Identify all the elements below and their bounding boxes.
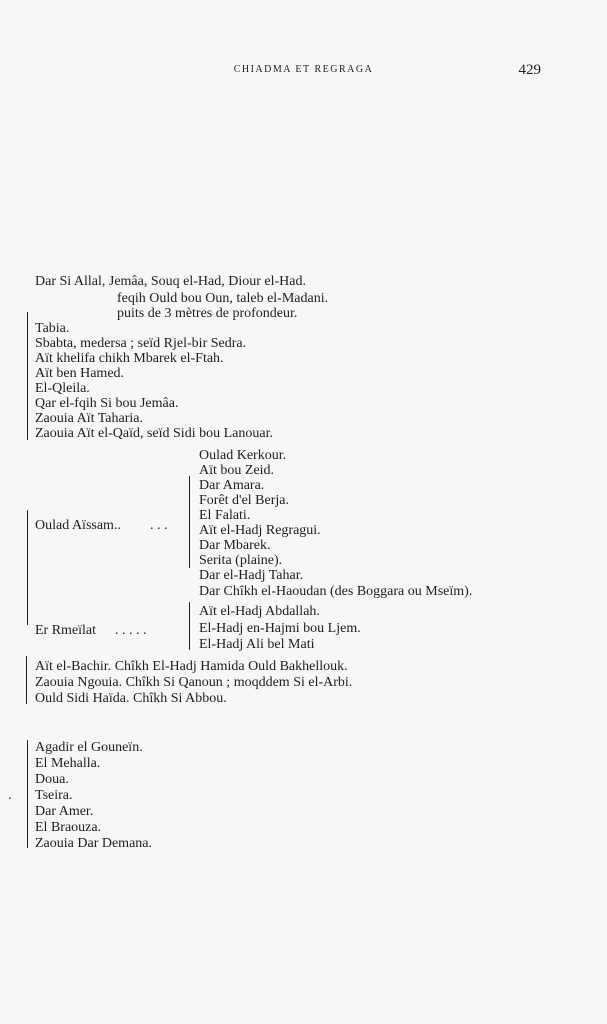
group-label-er-rmeilat: Er Rmeïlat [35, 623, 97, 638]
block5-line: El Mehalla. [35, 756, 101, 771]
block2-line: Dar Chîkh el-Haoudan (des Boggara ou Mseïm). [199, 584, 473, 599]
block1-line: Aït khelifa chikh Mbarek el-Ftah. [35, 351, 224, 366]
block1-line: Qar el-fqih Si bou Jemâa. [35, 396, 179, 411]
block3-line: Aït el-Hadj Abdallah. [199, 604, 320, 619]
block4-line: Ould Sidi Haïda. Chîkh Si Abbou. [35, 691, 227, 706]
block1-line: Aït ben Hamed. [35, 366, 125, 381]
block2-line: El Falati. [199, 508, 251, 523]
block5-line: Dar Amer. [35, 804, 94, 819]
block3-line: El-Hadj Ali bel Mati [199, 637, 315, 652]
block1-line: Dar Si Allal, Jemâa, Souq el-Had, Diour el-Had. [35, 274, 306, 289]
running-head: CHIADMA ET REGRAGA [233, 64, 374, 75]
brace-left [27, 312, 28, 440]
block5-line: Doua. [35, 772, 69, 787]
block2-line: Aït el-Hadj Regragui. [199, 523, 321, 538]
brace-left [27, 510, 28, 625]
block3-line: El-Hadj en-Hajmi bou Ljem. [199, 621, 361, 636]
block4-line: Aït el-Bachir. Chîkh El-Hadj Hamida Ould Bakhellouk. [35, 659, 348, 674]
block2-line: Oulad Kerkour. [199, 448, 287, 463]
brace-inner [189, 602, 190, 650]
leader-dots: . . . . . [115, 623, 147, 638]
block2-line: Dar Mbarek. [199, 538, 271, 553]
block1-line: puits de 3 mètres de profondeur. [117, 306, 298, 321]
block2-line: Forêt d'el Berja. [199, 493, 289, 508]
brace-inner [189, 476, 190, 568]
page-number: 429 [518, 62, 541, 78]
block4-line: Zaouia Ngouia. Chîkh Si Qanoun ; moqddem Si el-Arbi. [35, 675, 353, 690]
block5-line: Zaouia Dar Demana. [35, 836, 152, 851]
brace-left [27, 740, 28, 848]
block1-line: Zaouia Aït Taharia. [35, 411, 144, 426]
block5-line: Tseira. [35, 788, 73, 803]
block2-line: Serita (plaine). [199, 553, 283, 568]
block1-line: Sbabta, medersa ; seïd Rjel-bir Sedra. [35, 336, 247, 351]
block2-line: Aït bou Zeid. [199, 463, 275, 478]
block5-line: Agadir el Gouneïn. [35, 740, 143, 755]
brace-left [26, 656, 27, 704]
leader-dots: . . . [150, 518, 168, 533]
block2-line: Dar el-Hadj Tahar. [199, 568, 304, 583]
group-label-oulad-aissam: Oulad Aïssam.. [35, 518, 121, 533]
block1-line: Zaouia Aït el-Qaïd, seïd Sidi bou Lanouar. [35, 426, 273, 441]
block1-line: El-Qleila. [35, 381, 90, 396]
block1-line: Tabia. [35, 321, 70, 336]
block5-line: El Braouza. [35, 820, 102, 835]
leader-dots: . [8, 788, 12, 803]
block2-line: Dar Amara. [199, 478, 265, 493]
block1-line: feqih Ould bou Oun, taleb el-Madani. [117, 291, 329, 306]
